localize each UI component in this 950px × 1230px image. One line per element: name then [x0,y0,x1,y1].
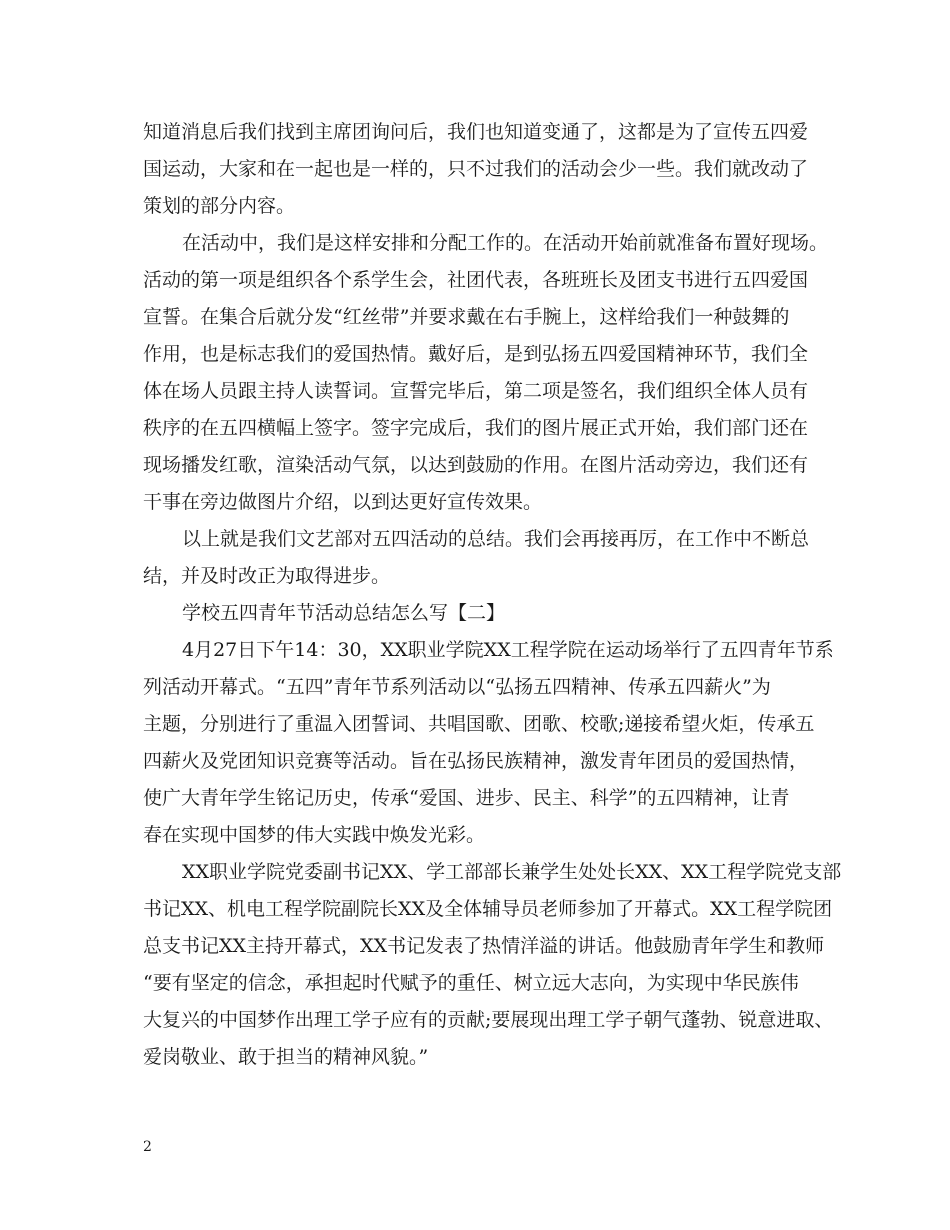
paragraph-first-line: XX职业学院党委副书记XX、学工部部长兼学生处处长XX、XX工程学院党支部 [182,861,842,883]
text-line: 使广大青年学生铭记历史，传承“爱国、进步、民主、科学”的五四精神，让青 [143,787,790,809]
text-line: 干事在旁边做图片介绍，以到达更好宣传效果。 [143,491,543,513]
text-line: 策划的部分内容。 [143,195,296,217]
text-line: 宣誓。在集合后就分发“红丝带”并要求戴在右手腕上，这样给我们一种鼓舞的 [143,306,790,328]
paragraph-first-line: 4月27日下午14：30，XX职业学院XX工程学院在运动场举行了五四青年节系 [182,639,834,661]
paragraph-first-line: 在活动中，我们是这样安排和分配工作的。在活动开始前就准备布置好现场。 [182,232,829,254]
page-number: 2 [143,1139,152,1155]
text-line: 知道消息后我们找到主席团询问后，我们也知道变通了，这都是为了宣传五四爱 [143,121,809,143]
text-line: 主题，分别进行了重温入团誓词、共唱国歌、团歌、校歌;递接希望火炬，传承五 [143,713,815,735]
section-heading: 学校五四青年节活动总结怎么写【二】 [182,602,506,624]
text-line: 列活动开幕式。“五四”青年节系列活动以“弘扬五四精神、传承五四薪火”为 [143,676,771,698]
text-line: 书记XX、机电工程学院副院长XX及全体辅导员老师参加了开幕式。XX工程学院团 [143,898,833,920]
text-line: 大复兴的中国梦作出理工学子应有的贡献;要展现出理工学子朝气蓬勃、锐意进取、 [143,1009,834,1031]
text-line: 活动的第一项是组织各个系学生会，社团代表，各班班长及团支书进行五四爱国 [143,269,809,291]
text-line: 四薪火及党团知识竞赛等活动。旨在弘扬民族精神，激发青年团员的爱国热情， [143,750,809,772]
text-line: 作用，也是标志我们的爱国热情。戴好后，是到弘扬五四爱国精神环节，我们全 [143,343,809,365]
text-line: 现场播发红歌，渲染活动气氛，以达到鼓励的作用。在图片活动旁边，我们还有 [143,454,809,476]
text-line: 体在场人员跟主持人读誓词。宣誓完毕后，第二项是签名，我们组织全体人员有 [143,380,809,402]
text-line: 爱岗敬业、敢于担当的精神风貌。” [143,1046,429,1068]
text-line: 秩序的在五四横幅上签字。签字完成后，我们的图片展正式开始，我们部门还在 [143,417,809,439]
text-line: 总支书记XX主持开幕式，XX书记发表了热情洋溢的讲话。他鼓励青年学生和教师 [143,935,825,957]
paragraph-first-line: 以上就是我们文艺部对五四活动的总结。我们会再接再厉，在工作中不断总 [182,528,810,550]
text-line: 春在实现中国梦的伟大实践中焕发光彩。 [143,824,486,846]
text-line: “要有坚定的信念，承担起时代赋予的重任、树立远大志向，为实现中华民族伟 [143,972,799,994]
text-line: 国运动，大家和在一起也是一样的，只不过我们的活动会少一些。我们就改动了 [143,158,809,180]
text-line: 结，并及时改正为取得进步。 [143,565,391,587]
